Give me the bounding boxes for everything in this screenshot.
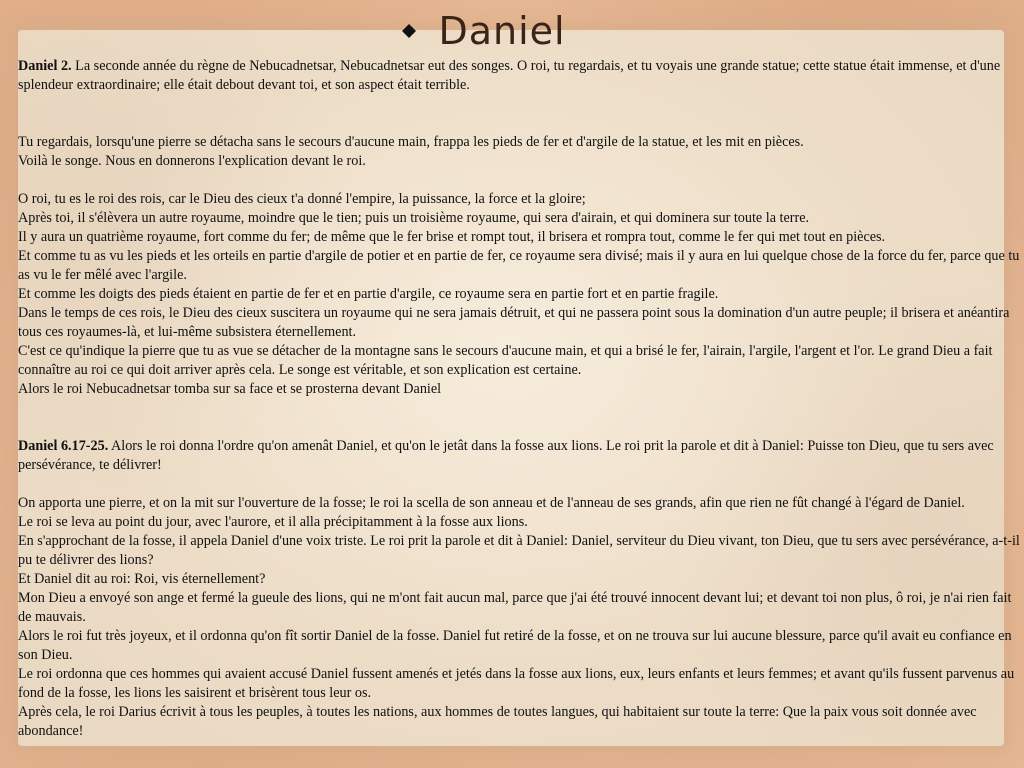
diamond-bullet-icon xyxy=(402,24,416,38)
verse-line: Il y aura un quatrième royaume, fort comme du fer; de même que le fer brise et rompt tout, il brisera et rompra tout, comme le fer qui met tout en pièces. xyxy=(18,229,886,245)
spacer xyxy=(18,95,1024,133)
spacer xyxy=(18,475,1024,494)
verse-line: Tu regardais, lorsqu'une pierre se détacha sans le secours d'aucune main, frappa les pieds de fer et d'argile de la statue, et les mit en pièces. xyxy=(18,134,804,150)
verse-line: En s'approchant de la fosse, il appela Daniel d'une voix triste. Le roi prit la parole et dit à Daniel: Daniel, serviteur du Dieu vivant, ton Dieu, que tu sers avec persévérance, a-t-il pu te délivrer des lions? xyxy=(18,533,1020,568)
verse-line: Et Daniel dit au roi: Roi, vis éternellement? xyxy=(18,571,266,587)
daniel6-reference: Daniel 6.17-25. xyxy=(18,438,109,454)
title-bar xyxy=(0,4,1024,58)
daniel2-intro-paragraph xyxy=(18,57,1024,95)
verse-line: Après cela, le roi Darius écrivit à tous les peuples, à toutes les nations, aux hommes de toutes langues, qui habitaient sur toute la terre: Que la paix vous soit donnée avec abondance! xyxy=(18,704,977,739)
daniel6-intro-paragraph xyxy=(18,437,1024,475)
verse-line: Le roi se leva au point du jour, avec l'aurore, et il alla précipitamment à la fosse aux lions. xyxy=(18,514,528,530)
verse-line: Dans le temps de ces rois, le Dieu des cieux suscitera un royaume qui ne sera jamais détruit, et qui ne passera point sous la domination d'un autre peuple; il brisera et anéantira tous ces royaumes-là, et lui-même subsistera éternellement. xyxy=(18,305,1010,340)
spacer xyxy=(18,399,1024,437)
verse-line: Et comme tu as vu les pieds et les orteils en partie d'argile de potier et en partie de fer, ce royaume sera divisé; mais il y aura en lui quelque chose de la force du fer, parce que tu as vu le fer mêlé avec l'argile. xyxy=(18,248,1020,283)
daniel2-reference: Daniel 2. xyxy=(18,58,72,74)
verse-line: On apporta une pierre, et on la mit sur l'ouverture de la fosse; le roi la scella de son anneau et de l'anneau de ses grands, afin que rien ne fût changé à l'égard de Daniel. xyxy=(18,495,965,511)
daniel2-intro-text: La seconde année du règne de Nebucadnetsar, Nebucadnetsar eut des songes. O roi, tu regardais, et tu voyais une grande statue; cette statue était immense, et d'une splendeur extraordinaire; elle était debout devant toi, et son aspect était terrible. xyxy=(18,58,1001,93)
verse-line: Alors le roi fut très joyeux, et il ordonna qu'on fît sortir Daniel de la fosse. Daniel fut retiré de la fosse, et on ne trouva sur lui aucune blessure, parce qu'il avait eu confiance en son Dieu. xyxy=(18,628,1012,663)
verse-line: Voilà le songe. Nous en donnerons l'explication devant le roi. xyxy=(18,153,366,169)
main-content xyxy=(18,57,1024,741)
verse-line: Mon Dieu a envoyé son ange et fermé la gueule des lions, qui ne m'ont fait aucun mal, parce que j'ai été trouvé innocent devant lui; et devant toi non plus, ô roi, je n'ai rien fait de mauvais. xyxy=(18,590,1012,625)
verse-line: O roi, tu es le roi des rois, car le Dieu des cieux t'a donné l'empire, la puissance, la force et la gloire; xyxy=(18,191,586,207)
spacer xyxy=(18,171,1024,190)
verse-line: Après toi, il s'élèvera un autre royaume, moindre que le tien; puis un troisième royaume, qui sera d'airain, et qui dominera sur toute la terre. xyxy=(18,210,810,226)
verse-line: C'est ce qu'indique la pierre que tu as vue se détacher de la montagne sans le secours d'aucune main, et qui a brisé le fer, l'airain, l'argile, l'argent et l'or. Le grand Dieu a fait connaître au roi ce qui doit arriver après cela. Le songe est véritable, et son explication est certaine. xyxy=(18,343,993,378)
verse-line: Le roi ordonna que ces hommes qui avaient accusé Daniel fussent amenés et jetés dans la fosse aux lions, eux, leurs enfants et leurs femmes; et avant qu'ils fussent parvenus au fond de la fosse, les lions les saisirent et brisèrent tous leur os. xyxy=(18,666,1015,701)
verse-line: Alors le roi Nebucadnetsar tomba sur sa face et se prosterna devant Daniel xyxy=(18,381,442,397)
page-title: Daniel xyxy=(438,9,566,53)
title-group xyxy=(402,9,565,53)
verse-line: Et comme les doigts des pieds étaient en partie de fer et en partie d'argile, ce royaume sera en partie fort et en partie fragile. xyxy=(18,286,719,302)
daniel6-intro-text: Alors le roi donna l'ordre qu'on amenât Daniel, et qu'on le jetât dans la fosse aux lions. Le roi prit la parole et dit à Daniel: Puisse ton Dieu, que tu sers avec persévérance, te délivrer! xyxy=(18,438,994,473)
